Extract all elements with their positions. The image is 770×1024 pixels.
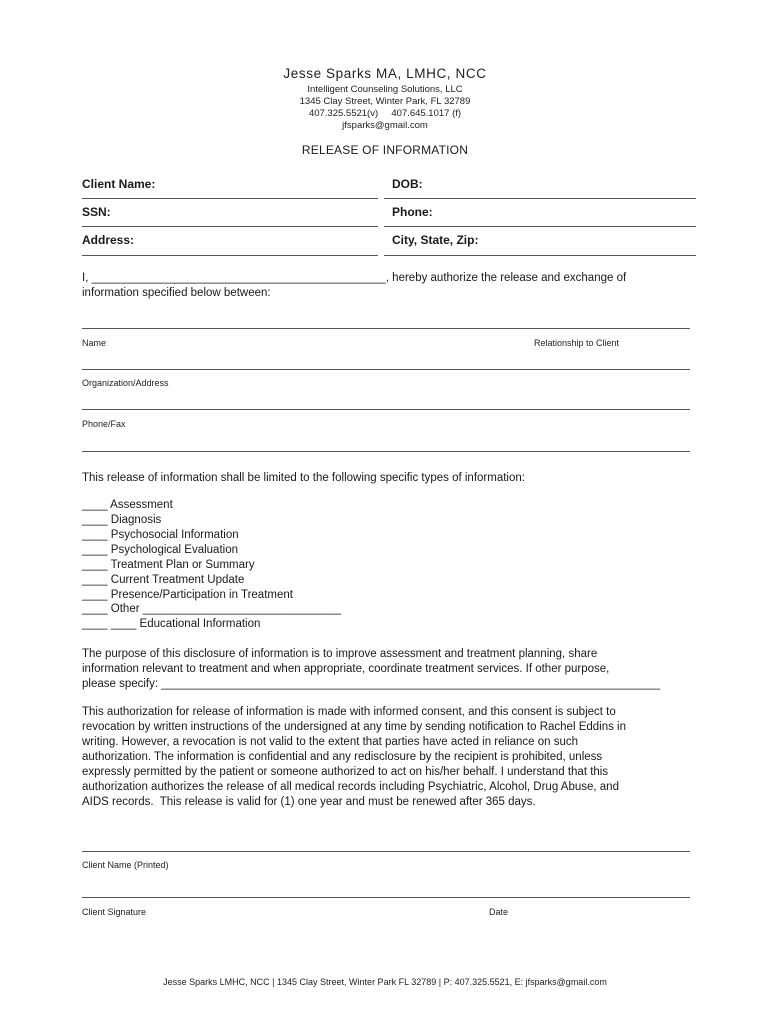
purpose-line-1: The purpose of this disclosure of information is to improve assessment and treatment planning, share bbox=[82, 648, 598, 660]
info-type-item[interactable]: ____ Other _______________________________ bbox=[82, 603, 342, 615]
consent-line: AIDS records. This release is valid for (1) one year and must be renewed after 365 days. bbox=[82, 796, 536, 808]
provider-email: jfsparks@gmail.com bbox=[342, 120, 428, 131]
organization-label: Organization/Address bbox=[82, 378, 169, 388]
address-label: Address: bbox=[82, 233, 135, 247]
purpose-specify[interactable]: please specify: ______________________________________________________________________________ bbox=[82, 678, 661, 690]
ssn-line[interactable] bbox=[82, 226, 378, 227]
info-type-item[interactable]: ____ Assessment bbox=[82, 499, 173, 511]
city-state-zip-line[interactable] bbox=[384, 255, 696, 256]
provider-name: Jesse Sparks MA, LMHC, NCC bbox=[283, 66, 487, 81]
party-bottom-line bbox=[82, 451, 690, 452]
info-type-item[interactable]: ____ Presence/Participation in Treatment bbox=[82, 589, 293, 601]
consent-line: authorization. The information is confidential and any redisclosure by the recipient is prohibited, unless bbox=[82, 751, 603, 763]
city-state-zip-label: City, State, Zip: bbox=[392, 233, 479, 247]
dob-line[interactable] bbox=[384, 198, 696, 199]
address-line[interactable] bbox=[82, 255, 378, 256]
signature-label: Client Signature bbox=[82, 907, 147, 917]
limited-intro: This release of information shall be limited to the following specific types of information: bbox=[82, 472, 525, 484]
purpose-line-2: information relevant to treatment and when appropriate, coordinate treatment services. If other purpose, bbox=[82, 663, 610, 675]
dob-label: DOB: bbox=[392, 177, 423, 191]
info-type-item[interactable]: ____ Diagnosis bbox=[82, 514, 162, 526]
info-type-item[interactable]: ____ Psychological Evaluation bbox=[82, 544, 238, 556]
info-type-item[interactable]: ____ Treatment Plan or Summary bbox=[82, 559, 255, 571]
phone-line[interactable] bbox=[384, 226, 696, 227]
authorize-line-2: information specified below between: bbox=[82, 287, 271, 299]
consent-line: This authorization for release of information is made with informed consent, and this consent is subject to bbox=[82, 706, 616, 718]
info-type-item[interactable]: ____ Current Treatment Update bbox=[82, 574, 245, 586]
printed-name-label: Client Name (Printed) bbox=[82, 860, 169, 870]
consent-line: revocation by written instructions of the undersigned at any time by sending notification to Rachel Eddins in bbox=[82, 721, 627, 733]
organization-line[interactable] bbox=[82, 369, 690, 370]
consent-line: authorization authorizes the release of all medical records including Psychiatric, Alcohol, Drug Abuse, and bbox=[82, 781, 619, 793]
phone-label: Phone: bbox=[392, 205, 433, 219]
page-footer: Jesse Sparks LMHC, NCC | 1345 Clay Street, Winter Park FL 32789 | P: 407.325.5521, E: jfsparks@gmail.com bbox=[163, 977, 607, 987]
provider-address: 1345 Clay Street, Winter Park, FL 32789 bbox=[299, 96, 471, 107]
ssn-label: SSN: bbox=[82, 205, 111, 219]
client-name-line[interactable] bbox=[82, 198, 378, 199]
phone-fax-label: Phone/Fax bbox=[82, 419, 126, 429]
info-type-item[interactable]: ____ Psychosocial Information bbox=[82, 529, 239, 541]
provider-phones: 407.325.5521(v) 407.645.1017 (f) bbox=[308, 108, 462, 119]
info-type-item[interactable]: ____ ____ Educational Information bbox=[82, 618, 261, 630]
page-title: RELEASE OF INFORMATION bbox=[301, 143, 469, 157]
party-name-line[interactable] bbox=[82, 328, 690, 329]
relationship-label: Relationship to Client bbox=[534, 338, 620, 348]
phone-fax-line[interactable] bbox=[82, 409, 690, 410]
client-name-label: Client Name: bbox=[82, 177, 156, 191]
printed-name-line[interactable] bbox=[82, 851, 690, 852]
signature-line[interactable] bbox=[82, 897, 690, 898]
company-name: Intelligent Counseling Solutions, LLC bbox=[307, 84, 463, 95]
authorize-line-1: I, ______________________________________________, hereby authorize the release and exchange of bbox=[82, 272, 627, 284]
consent-line: expressly permitted by the patient or someone authorized to act on his/her behalf. I understand that this bbox=[82, 766, 609, 778]
date-label: Date bbox=[489, 907, 509, 917]
consent-line: writing. However, a revocation is not valid to the extent that parties have acted in reliance on such bbox=[82, 736, 579, 748]
party-name-label: Name bbox=[82, 338, 107, 348]
